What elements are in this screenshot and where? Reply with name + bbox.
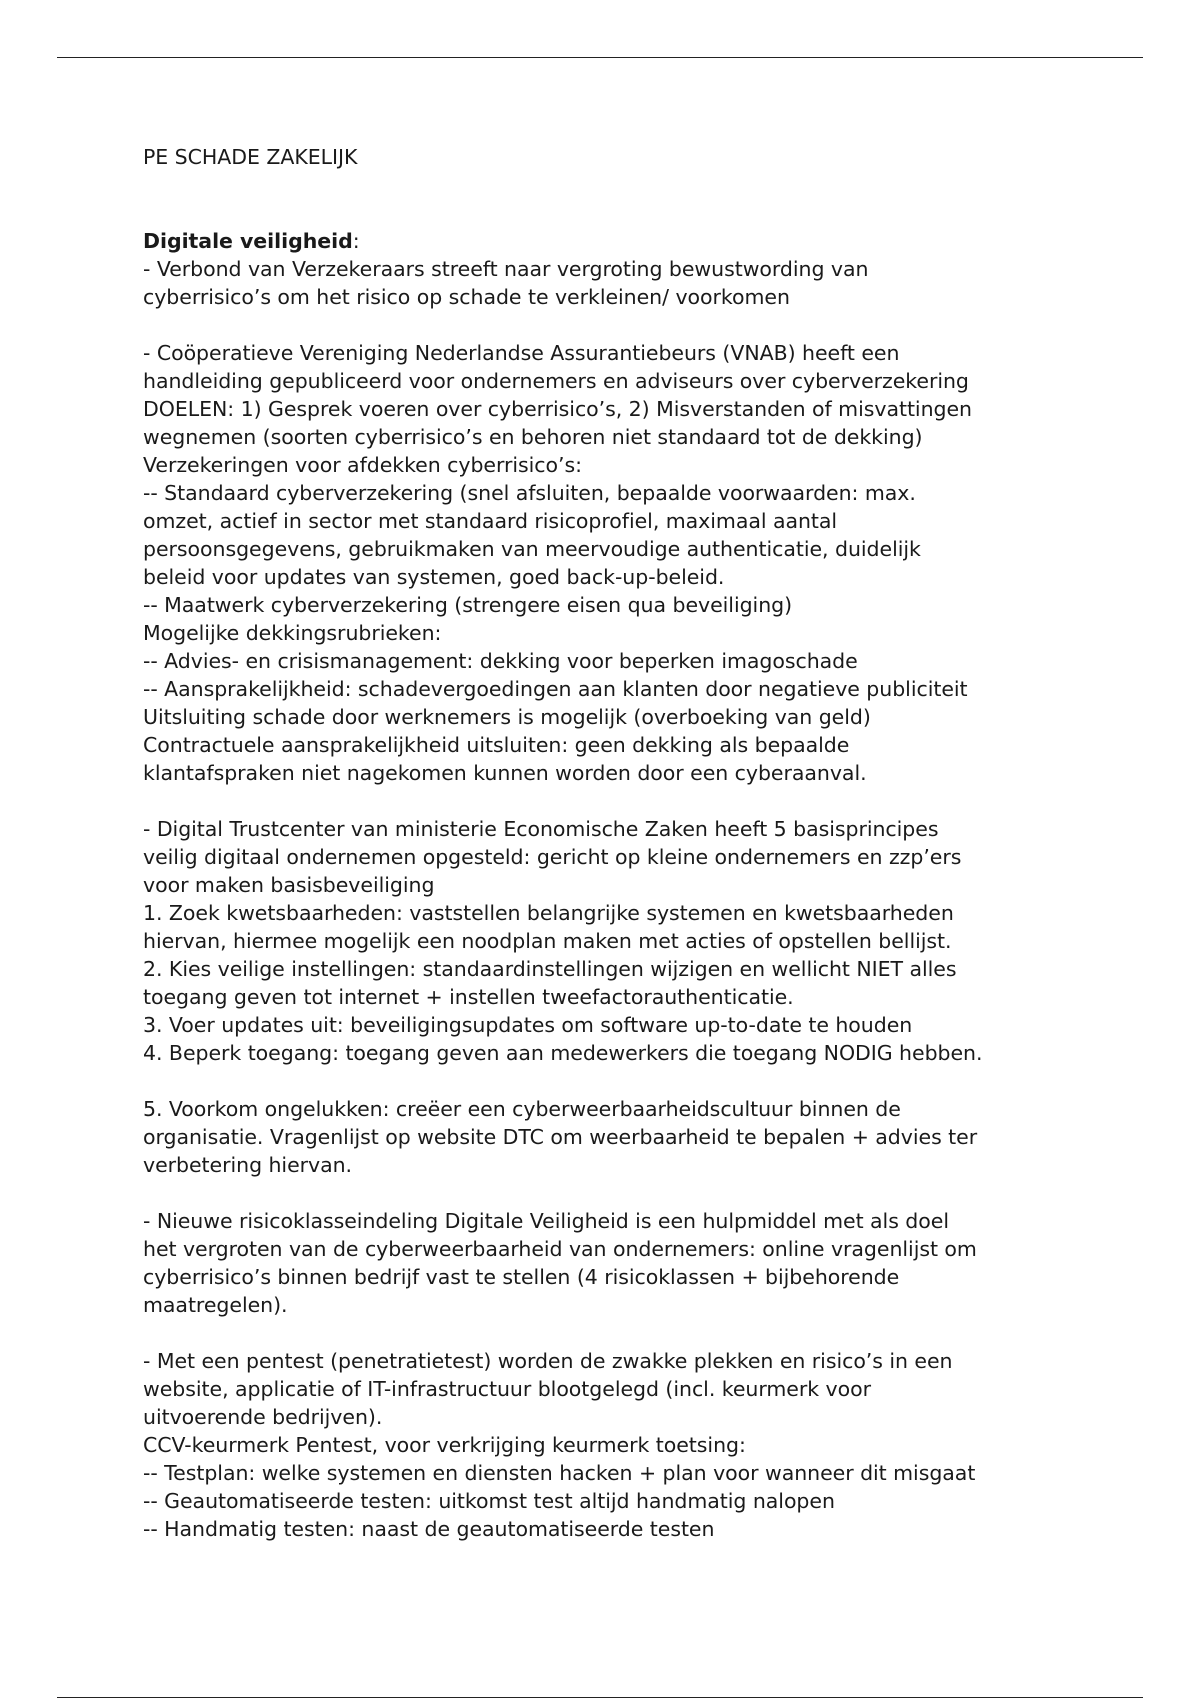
section-heading-text: Digitale veiligheid: [143, 229, 353, 253]
text-line: veilig digitaal ondernemen opgesteld: gericht op kleine ondernemers en zzp’ers: [143, 845, 962, 869]
text-line: organisatie. Vragenlijst op website DTC om weerbaarheid te bepalen + advies ter: [143, 1125, 978, 1149]
text-line: -- Maatwerk cyberverzekering (strengere eisen qua beveiliging): [143, 593, 793, 617]
paragraph-vnab: [143, 339, 1143, 787]
text-line: toegang geven tot internet + instellen tweefactorauthenticatie.: [143, 985, 794, 1009]
text-line: Verzekeringen voor afdekken cyberrisico’s:: [143, 453, 582, 477]
text-line: handleiding gepubliceerd voor ondernemers en adviseurs over cyberverzekering: [143, 369, 969, 393]
document-header: PE SCHADE ZAKELIJK: [143, 145, 358, 169]
text-line: verbetering hiervan.: [143, 1153, 353, 1177]
bottom-rule: [57, 1697, 1143, 1698]
text-line: - Verbond van Verzekeraars streeft naar vergroting bewustwording van: [143, 257, 869, 281]
text-line: -- Geautomatiseerde testen: uitkomst test altijd handmatig nalopen: [143, 1489, 835, 1513]
text-line: - Digital Trustcenter van ministerie Economische Zaken heeft 5 basisprincipes: [143, 817, 939, 841]
text-line: Uitsluiting schade door werknemers is mogelijk (overboeking van geld): [143, 705, 871, 729]
text-line: -- Testplan: welke systemen en diensten hacken + plan voor wanneer dit misgaat: [143, 1461, 976, 1485]
text-line: CCV-keurmerk Pentest, voor verkrijging keurmerk toetsing:: [143, 1433, 746, 1457]
text-line: cyberrisico’s om het risico op schade te verkleinen/ voorkomen: [143, 285, 790, 309]
text-line: - Met een pentest (penetratietest) worden de zwakke plekken en risico’s in een: [143, 1349, 953, 1373]
text-line: cyberrisico’s binnen bedrijf vast te stellen (4 risicoklassen + bijbehorende: [143, 1265, 900, 1289]
text-line: 5. Voorkom ongelukken: creëer een cyberweerbaarheidscultuur binnen de: [143, 1097, 901, 1121]
paragraph-verbond: [143, 255, 1143, 311]
text-line: 4. Beperk toegang: toegang geven aan medewerkers die toegang NODIG hebben.: [143, 1041, 983, 1065]
text-line: maatregelen).: [143, 1293, 288, 1317]
text-line: voor maken basisbeveiliging: [143, 873, 435, 897]
document-body: [143, 143, 1143, 1543]
text-line: -- Handmatig testen: naast de geautomatiseerde testen: [143, 1517, 715, 1541]
section-heading: [143, 227, 1143, 255]
text-line: -- Advies- en crisismanagement: dekking voor beperken imagoschade: [143, 649, 858, 673]
text-line: -- Standaard cyberverzekering (snel afsluiten, bepaalde voorwaarden: max.: [143, 481, 916, 505]
text-line: wegnemen (soorten cyberrisico’s en behoren niet standaard tot de dekking): [143, 425, 923, 449]
section-heading-colon: :: [352, 229, 360, 253]
text-line: - Nieuwe risicoklasseindeling Digitale Veiligheid is een hulpmiddel met als doel: [143, 1209, 949, 1233]
text-line: Mogelijke dekkingsrubrieken:: [143, 621, 442, 645]
text-line: Contractuele aansprakelijkheid uitsluiten: geen dekking als bepaalde: [143, 733, 850, 757]
text-line: 2. Kies veilige instellingen: standaardinstellingen wijzigen en wellicht NIET alles: [143, 957, 957, 981]
paragraph-risicoklasseindeling: [143, 1207, 1143, 1319]
paragraph-digital-trustcenter: [143, 815, 1143, 1067]
text-line: hiervan, hiermee mogelijk een noodplan maken met acties of opstellen bellijst.: [143, 929, 952, 953]
paragraph-voorkom-ongelukken: [143, 1095, 1143, 1179]
text-line: 1. Zoek kwetsbaarheden: vaststellen belangrijke systemen en kwetsbaarheden: [143, 901, 954, 925]
top-rule: [57, 57, 1143, 58]
text-line: DOELEN: 1) Gesprek voeren over cyberrisico’s, 2) Misverstanden of misvattingen: [143, 397, 972, 421]
paragraph-pentest: [143, 1347, 1143, 1543]
text-line: het vergroten van de cyberweerbaarheid van ondernemers: online vragenlijst om: [143, 1237, 977, 1261]
text-line: 3. Voer updates uit: beveiligingsupdates om software up-to-date te houden: [143, 1013, 913, 1037]
text-line: omzet, actief in sector met standaard risicoprofiel, maximaal aantal: [143, 509, 838, 533]
text-line: uitvoerende bedrijven).: [143, 1405, 383, 1429]
text-line: - Coöperatieve Vereniging Nederlandse Assurantiebeurs (VNAB) heeft een: [143, 341, 900, 365]
text-line: website, applicatie of IT-infrastructuur blootgelegd (incl. keurmerk voor: [143, 1377, 871, 1401]
text-line: klantafspraken niet nagekomen kunnen worden door een cyberaanval.: [143, 761, 867, 785]
text-line: persoonsgegevens, gebruikmaken van meervoudige authenticatie, duidelijk: [143, 537, 921, 561]
text-line: -- Aansprakelijkheid: schadevergoedingen aan klanten door negatieve publiciteit: [143, 677, 968, 701]
text-line: beleid voor updates van systemen, goed back-up-beleid.: [143, 565, 725, 589]
